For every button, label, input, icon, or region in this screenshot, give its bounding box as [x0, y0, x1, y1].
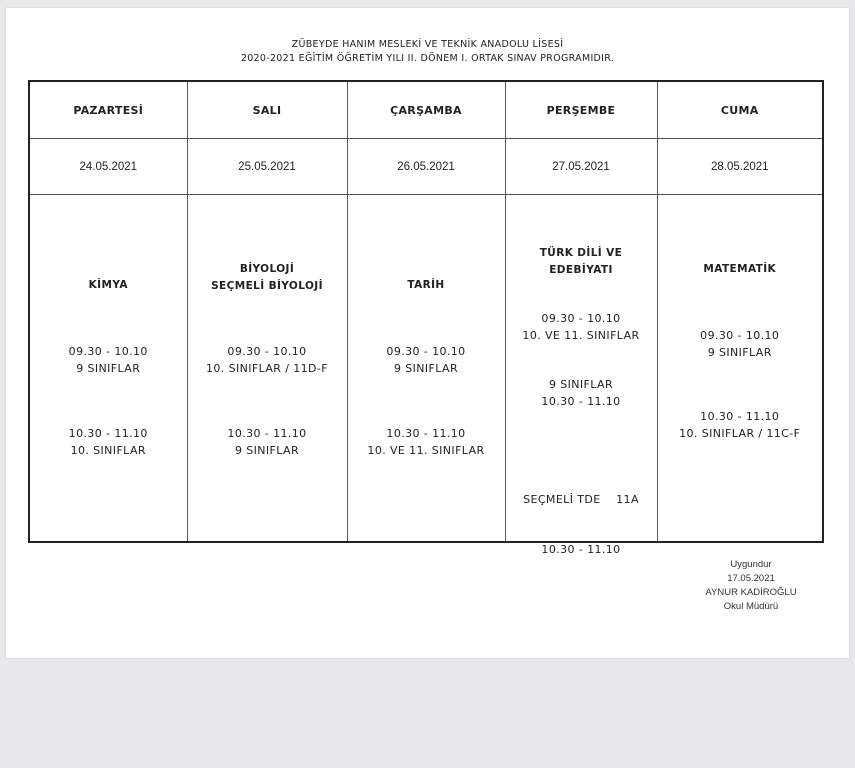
date-thursday: 27.05.2021 [505, 139, 657, 195]
slot-time: 09.30 - 10.10 [541, 312, 621, 325]
exam-slot [506, 377, 657, 410]
slot-time: 10.30 - 11.10 [68, 427, 148, 440]
exam-slot [30, 344, 187, 377]
exam-program-title: 2020-2021 EĞİTİM ÖĞRETİM YILI II. DÖNEM I. ORTAK SINAV PROGRAMIDIR. [240, 53, 615, 64]
subject-name: BİYOLOJİ SEÇMELİ BİYOLOJİ [211, 263, 323, 292]
slot-classes: 9 SINIFLAR [393, 361, 459, 375]
exam-slot [188, 344, 347, 377]
slot-time: 09.30 - 10.10 [227, 345, 307, 358]
exam-slot [348, 344, 505, 377]
exam-slot [506, 459, 657, 591]
exam-cell-friday [657, 195, 823, 543]
day-header-thursday: PERŞEMBE [505, 81, 657, 139]
slot-classes: 10. SINIFLAR [70, 443, 146, 457]
slot-time: 09.30 - 10.10 [700, 329, 780, 342]
day-header-monday: PAZARTESİ [29, 81, 187, 139]
exam-schedule-table [28, 80, 824, 556]
principal-title: Okul Müdürü [723, 601, 779, 612]
day-header-friday: CUMA [657, 81, 823, 139]
slot-classes: 9 SINIFLAR [234, 443, 300, 457]
slot-classes: 10. SINIFLAR / 11C-F [679, 426, 801, 440]
approval-signature-block [701, 558, 801, 614]
date-wednesday: 26.05.2021 [347, 139, 505, 195]
slot-classes: SEÇMELİ TDE 11A [523, 493, 639, 506]
day-header-row [29, 81, 823, 139]
slot-time: 10.30 - 11.10 [541, 394, 621, 408]
slot-classes: 10. VE 11. SINIFLAR [522, 328, 640, 342]
exam-cell-wednesday [347, 195, 505, 543]
day-header-tuesday: SALI [187, 81, 347, 139]
exam-slot [30, 426, 187, 459]
document-page [6, 8, 849, 658]
slot-classes: 9 SINIFLAR [76, 361, 141, 375]
date-tuesday: 25.05.2021 [187, 139, 347, 195]
slot-classes: 9 SINIFLAR [548, 378, 614, 391]
date-row [29, 139, 823, 195]
slot-time: 09.30 - 10.10 [386, 345, 466, 358]
date-friday: 28.05.2021 [657, 139, 823, 195]
slot-time: 09.30 - 10.10 [68, 345, 148, 358]
exam-row [29, 195, 823, 543]
slot-time: 10.30 - 11.10 [386, 427, 466, 440]
day-header-wednesday: ÇARŞAMBA [347, 81, 505, 139]
exam-cell-thursday [505, 195, 657, 556]
document-title [6, 38, 849, 66]
exam-slot [658, 409, 823, 442]
exam-slot [506, 311, 657, 344]
slot-classes: 10. VE 11. SINIFLAR [367, 443, 485, 457]
slot-classes: 10. SINIFLAR / 11D-F [205, 361, 329, 375]
exam-slot [188, 426, 347, 459]
exam-cell-tuesday [187, 195, 347, 543]
slot-time: 10.30 - 11.10 [700, 410, 780, 423]
subject-name: MATEMATİK [703, 263, 777, 275]
slot-time: 10.30 - 11.10 [541, 542, 621, 556]
exam-slot [348, 426, 505, 459]
approval-label: Uygundur [730, 559, 772, 570]
slot-time: 10.30 - 11.10 [227, 427, 307, 440]
subject-name: TÜRK DİLİ VE EDEBİYATI [539, 247, 623, 276]
exam-slot [658, 328, 823, 361]
exam-cell-monday [29, 195, 187, 543]
date-monday: 24.05.2021 [29, 139, 187, 195]
approval-date: 17.05.2021 [727, 573, 775, 584]
subject-name: KİMYA [88, 279, 128, 291]
slot-classes: 9 SINIFLAR [707, 345, 772, 359]
principal-name: AYNUR KADİROĞLU [705, 587, 797, 598]
subject-name: TARİH [407, 279, 445, 291]
school-name: ZÜBEYDE HANIM MESLEKİ VE TEKNİK ANADOLU LİSESİ [291, 39, 564, 50]
